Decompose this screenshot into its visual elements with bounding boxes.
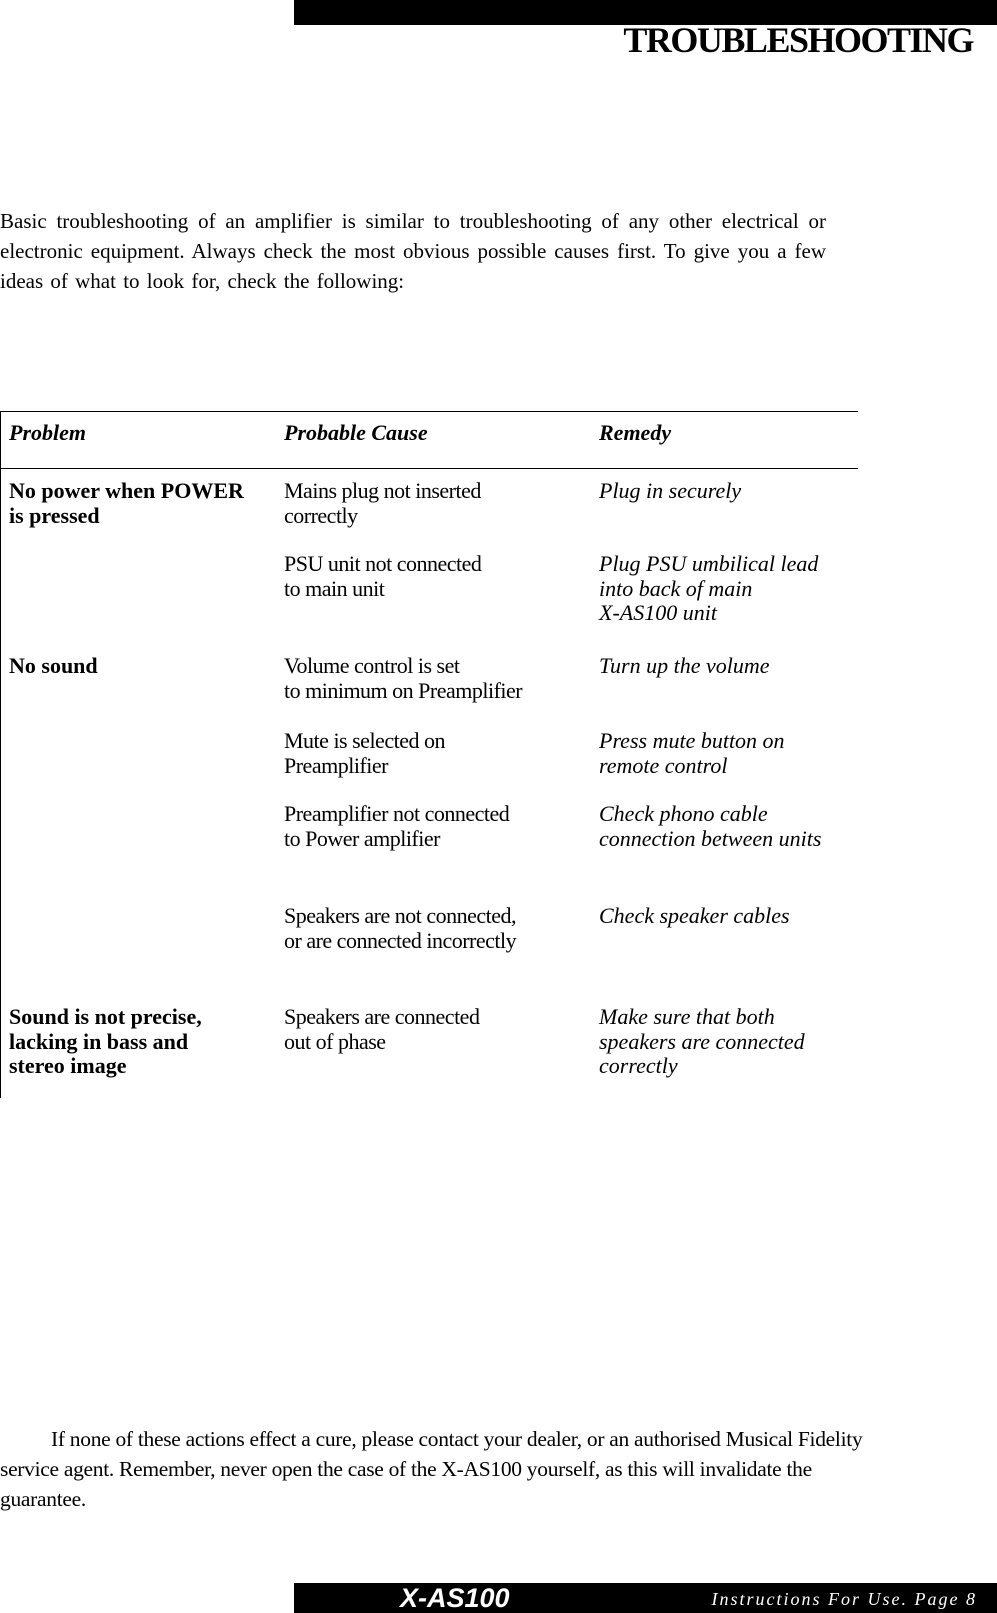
remedy-cell (599, 1005, 805, 1079)
problem-line: is pressed (9, 502, 100, 528)
remedy-line: Plug PSU umbilical lead (599, 551, 819, 576)
problem-line: No power when POWER (9, 478, 244, 503)
remedy-cell (599, 654, 770, 679)
cause-line: to Power amplifier (284, 825, 440, 851)
table-top-rule (1, 411, 858, 412)
column-header-problem: Problem (9, 420, 86, 445)
remedy-line: Check speaker cables (599, 903, 790, 928)
cause-line: Mute is selected on (284, 728, 445, 753)
cause-line: Preamplifier not connected (284, 801, 510, 826)
cause-cell (284, 479, 481, 528)
column-header-remedy: Remedy (599, 420, 672, 445)
troubleshooting-table (0, 411, 858, 1098)
cause-line: out of phase (284, 1028, 386, 1054)
cause-cell (284, 654, 522, 703)
cause-line: correctly (284, 502, 358, 528)
remedy-cell (599, 802, 821, 851)
problem-line: lacking in bass and (9, 1028, 189, 1054)
cause-line: to minimum on Preamplifier (284, 677, 523, 703)
remedy-cell (599, 904, 790, 929)
cause-cell (284, 552, 481, 601)
remedy-line: connection between units (599, 825, 822, 851)
cause-line: or are connected incorrectly (284, 927, 517, 953)
remedy-line: Press mute button on (599, 728, 785, 753)
footer-model-name: X-AS100 (400, 1583, 510, 1613)
page-title: TROUBLESHOOTING (623, 20, 973, 60)
remedy-line: Check phono cable (599, 801, 768, 826)
remedy-cell (599, 479, 741, 504)
remedy-cell (599, 552, 818, 626)
problem-cell (9, 1005, 202, 1079)
cause-cell (284, 729, 445, 778)
cause-line: to main unit (284, 575, 385, 601)
problem-cell (9, 479, 244, 528)
table-header-rule (1, 468, 858, 469)
remedy-line: speakers are connected (599, 1028, 805, 1054)
footer-bar (294, 1583, 997, 1613)
remedy-line: Plug in securely (599, 478, 742, 503)
column-header-cause: Probable Cause (284, 420, 428, 445)
cause-line: Speakers are not connected, (284, 903, 517, 928)
problem-line: Sound is not precise, (9, 1004, 202, 1029)
remedy-cell (599, 729, 785, 778)
remedy-line: X-AS100 unit (599, 600, 717, 625)
problem-cell (9, 654, 98, 679)
cause-cell (284, 802, 509, 851)
cause-cell (284, 1005, 479, 1054)
remedy-line: remote control (599, 752, 728, 778)
closing-paragraph: If none of these actions effect a cure, please contact your dealer, or an authorised Musical Fidelity service agent. Remember, never open the case of the X-AS100 yourself, as this will invalidate the guarantee. (0, 1427, 863, 1511)
cause-line: Mains plug not inserted (284, 478, 481, 503)
cause-cell (284, 904, 516, 953)
footer-page-reference: Instructions For Use. Page 8 (711, 1589, 977, 1609)
remedy-line: Make sure that both (599, 1004, 775, 1029)
problem-line: stereo image (9, 1053, 127, 1078)
remedy-line: correctly (599, 1053, 678, 1078)
remedy-line: Turn up the volume (599, 653, 770, 678)
cause-line: Preamplifier (284, 752, 388, 778)
cause-line: PSU unit not connected (284, 551, 482, 576)
problem-line: No sound (9, 653, 98, 678)
cause-line: Volume control is set (284, 653, 460, 678)
cause-line: Speakers are connected (284, 1004, 480, 1029)
remedy-line: into back of main (599, 575, 753, 601)
intro-paragraph: Basic troubleshooting of an amplifier is similar to troubleshooting of any other electrical or electronic equipment. Always check the most obvious possible causes first. To give you a few ideas of what to look for, check the following: (0, 209, 826, 293)
